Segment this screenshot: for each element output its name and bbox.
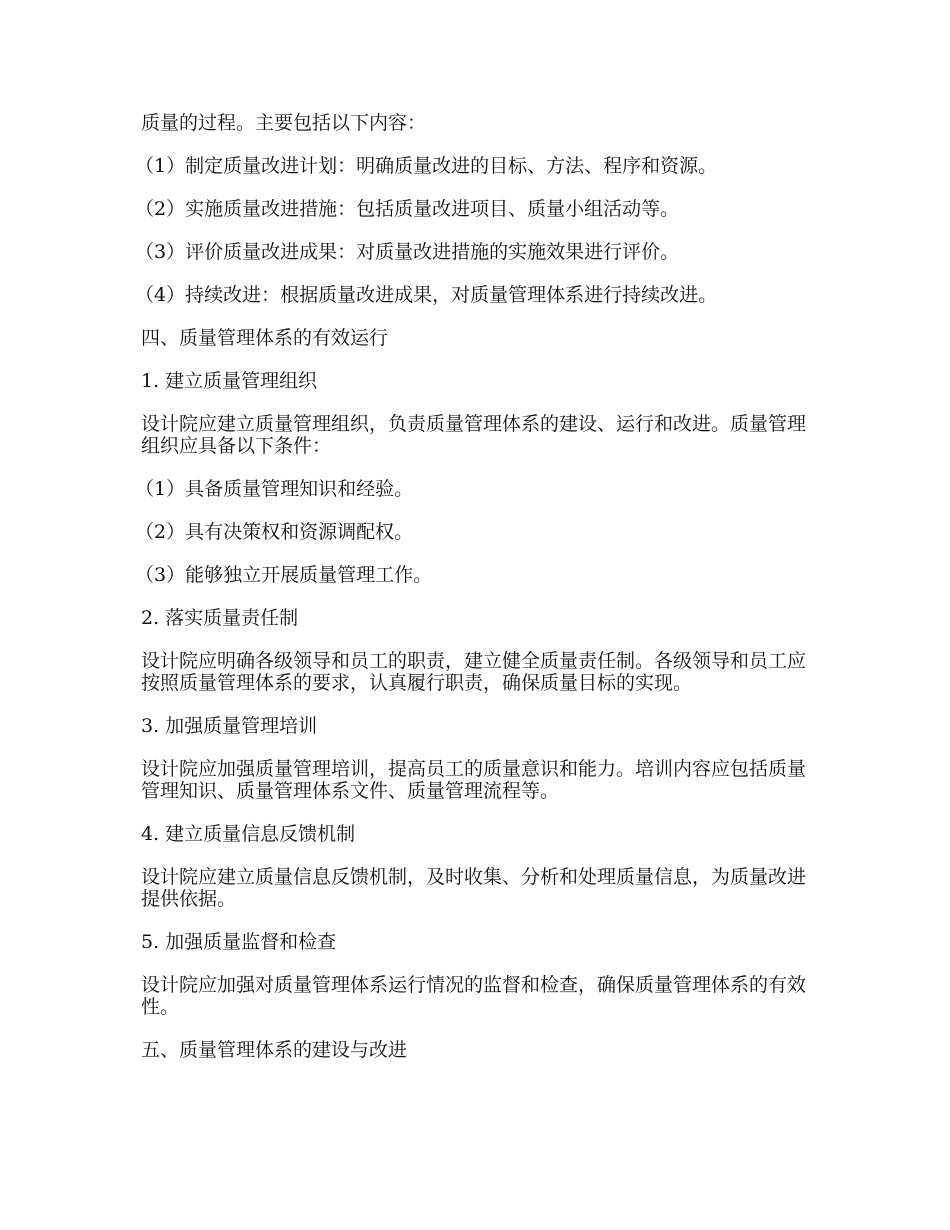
list-item: （1）制定质量改进计划：明确质量改进的目标、方法、程序和资源。: [135, 155, 718, 177]
subsection-heading: 1. 建立质量管理组织: [141, 370, 318, 392]
list-item: （2）实施质量改进措施：包括质量改进项目、质量小组活动等。: [135, 198, 680, 220]
paragraph: 设计院应明确各级领导和员工的职责，建立健全质量责任制。各级领导和员工应按照质量管理体系的要求，认真履行职责，确保质量目标的实现。: [141, 650, 807, 694]
paragraph: 设计院应建立质量管理组织，负责质量管理体系的建设、运行和改进。质量管理组织应具备以下条件：: [141, 413, 807, 457]
list-item: （3）能够独立开展质量管理工作。: [135, 564, 433, 586]
section-heading: 五、质量管理体系的建设与改进: [141, 1039, 408, 1061]
list-item: （2）具有决策权和资源调配权。: [135, 521, 414, 543]
list-item: （1）具备质量管理知识和经验。: [135, 478, 414, 500]
paragraph: 设计院应加强对质量管理体系运行情况的监督和检查，确保质量管理体系的有效性。: [141, 974, 807, 1018]
paragraph: 设计院应加强质量管理培训，提高员工的质量意识和能力。培训内容应包括质量管理知识、质量管理体系文件、质量管理流程等。: [141, 758, 807, 802]
paragraph-continuation: 质量的过程。主要包括以下内容：: [141, 112, 427, 134]
list-item: （4）持续改进：根据质量改进成果，对质量管理体系进行持续改进。: [135, 284, 718, 306]
document-body: [135, 102, 821, 1072]
subsection-heading: 2. 落实质量责任制: [141, 607, 299, 629]
list-item: （3）评价质量改进成果：对质量改进措施的实施效果进行评价。: [135, 241, 680, 263]
paragraph: 设计院应建立质量信息反馈机制，及时收集、分析和处理质量信息，为质量改进提供依据。: [141, 866, 807, 910]
subsection-heading: 5. 加强质量监督和检查: [141, 931, 337, 953]
section-heading: 四、质量管理体系的有效运行: [141, 327, 389, 349]
subsection-heading: 3. 加强质量管理培训: [141, 715, 318, 737]
subsection-heading: 4. 建立质量信息反馈机制: [141, 823, 356, 845]
